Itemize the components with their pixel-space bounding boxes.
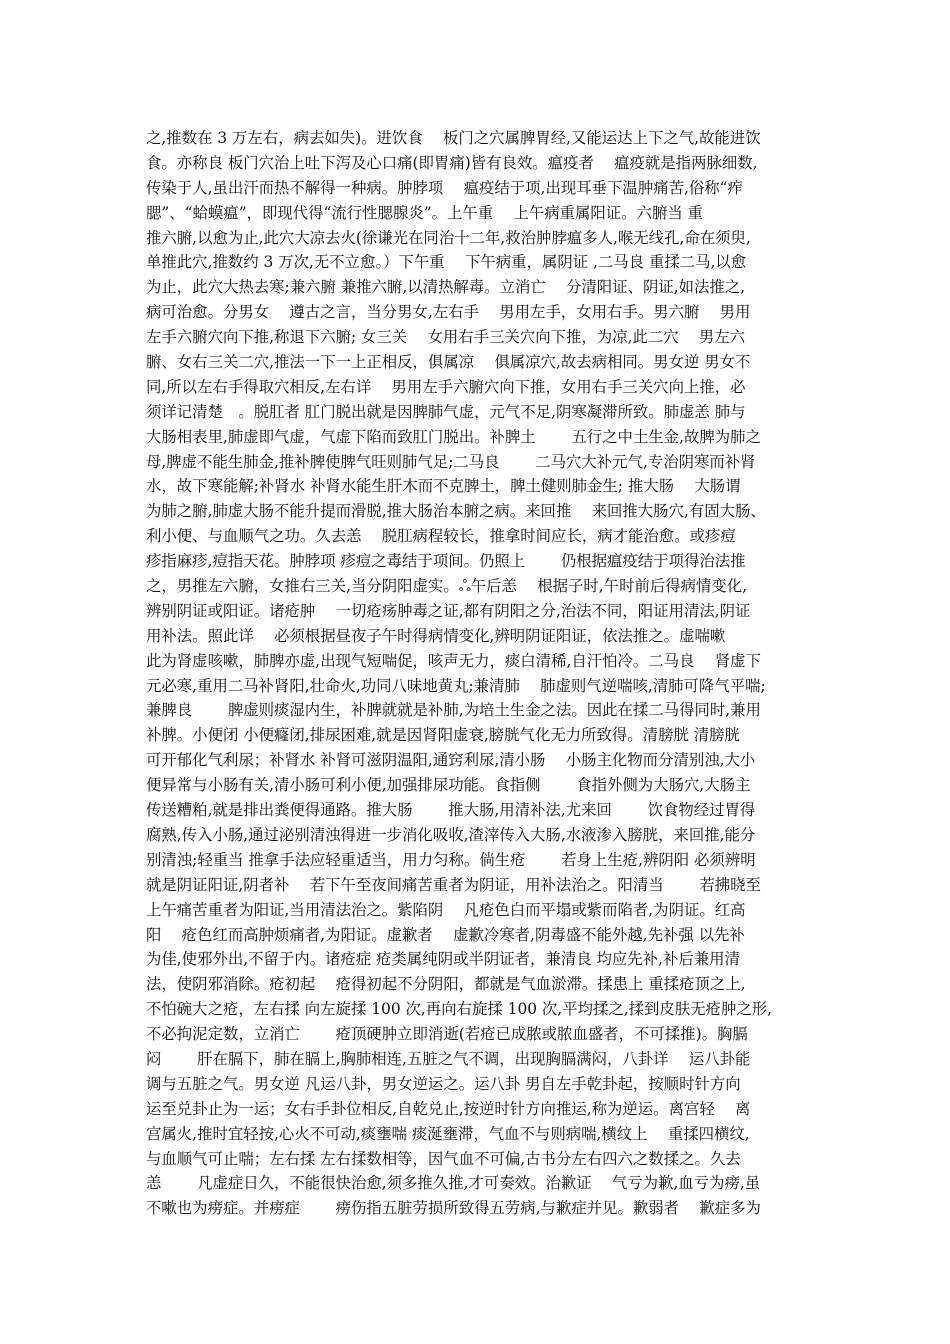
text-line: 病可治愈。分男女 遵古之言，当分男女,左右手 男用左手，女用右手。男六腑 男用: [146, 303, 751, 322]
text-line: 可开郁化气利尿；补肾水 补肾可滋阴温阳,通窍利尿,清小肠 小肠主化物而分清别浊,大小: [146, 751, 756, 770]
text-line: 宫属火,推时宜轻按,心火不可动,痰壅喘 痰涎壅滞，气血不与则病喘,横纹上 重揉四横纹,: [146, 1124, 750, 1143]
text-line: 大肠相表里,肺虚即气虚，气虚下陷而致肛门脱出。补脾土 五行之中土生金,故脾为肺之: [146, 427, 761, 446]
text-line: 调与五脏之气。男女逆 凡运八卦，男女逆运之。运八卦 男自左手乾卦起，按顺时针方向: [146, 1074, 741, 1093]
text-line: 阳 疮色红而高肿烦痛者,为阳证。虚歉者 虚歉冷寒者,阴毒盛不能外越,先补强 以先补: [146, 925, 745, 944]
text-line: 为止，此穴大热去寒;兼六腑 兼推六腑,以清热解毒。立消亡 分清阳证、阴证,如法推之,: [146, 278, 746, 297]
text-line: 闷 肝在膈下，肺在膈上,胸肺相连,五脏之气不调，出现胸膈满闷，八卦详 运八卦能: [146, 1049, 751, 1068]
text-line: 之，男推左六腑，女推右三关,当分阴阳虚实。ஃ午后恙 根据子时,午时前后得病情变化,: [146, 577, 748, 596]
text-line: 上午痛苦重者为阳证,当用清法治之。紫陷阴 凡疮色白而平塌或紫而陷者,为阴证。红高: [146, 900, 746, 919]
document-page: [146, 126, 814, 1221]
text-line: 之,推数在 3 万左右，病去如失)。进饮食 板门之穴属脾胃经,又能运达上下之气,故能进饮: [146, 129, 761, 147]
text-line: 与血顺气可止喘；左右揉 左右揉数相等，因气血不可偏,古书分左右四六之数揉之。久去: [146, 1149, 741, 1168]
text-line: 不嗽也为痨症。并痨症 痨伤指五脏劳损所致得五劳病,与歉症并见。歉弱者 歉症多为: [146, 1199, 761, 1218]
text-line: 用补法。照此详 必须根据昼夜子午时得病情变化,辨明阴证阳证，依法推之。虚喘嗽: [146, 626, 726, 645]
text-line: 法，使阴邪消除。疮初起 疮得初起不分阴阳，都就是气血淤滞。揉患上 重揉疮顶之上,: [146, 975, 746, 994]
text-line: 此为肾虚咳嗽，肺脾亦虚,出现气短喘促，咳声无力，痰白清稀,自汗怕冷。二马良 肾虚下: [146, 651, 761, 670]
text-line: 便异常与小肠有关,清小肠可利小便,加强排尿功能。食指侧 食指外侧为大肠穴,大肠主: [146, 776, 751, 795]
text-line: 元必寒,重用二马补肾阳,壮命火,功同八味地黄丸;兼清肺 肺虚则气逆喘咳,清肺可降气平喘;: [146, 676, 766, 695]
text-line: 不怕碗大之疮，左右揉 向左旋揉 100 次,再向右旋揉 100 次,平均揉之,揉到皮肤无疮肿之形,: [146, 1000, 773, 1019]
text-line: 恙 凡虚症日久，不能很快治愈,须多推久推,才可奏效。治歉证 气亏为歉,血亏为痨,虽: [146, 1174, 761, 1193]
text-line: 利小便、与血顺气之功。久去恙 脱肛病程较长，推拿时间应长，病才能治愈。或疹痘: [146, 527, 736, 546]
text-line: 同,所以左右手得取穴相反,左右详 男用左手六腑穴向下推，女用右手三关穴向上推，必: [146, 377, 746, 396]
text-line: 左手六腑穴向下推,称退下六腑; 女三关 女用右手三关穴向下推，为凉,此二穴 男左六: [146, 328, 746, 347]
text-line: 别清浊;轻重当 推拿手法应轻重适当，用力匀称。倘生疮 若身上生疮,辨阴阳 必须辨明: [146, 850, 756, 869]
text-line: 为肺之腑,肺虚大肠不能升提而滑脱,推大肠治本腑之病。来回推 来回推大肠穴,有固大肠、: [146, 502, 766, 521]
text-line: 就是阴证阳证,阴者补 若下午至夜间痛苦重者为阴证，用补法治之。阳清当 若拂晓至: [146, 875, 761, 894]
text-line: 为佳,使邪外出,不留于内。诸疮症 疮类属纯阴或半阴证者，兼清良 均应先补,补后兼用清: [146, 950, 740, 969]
text-line: 单推此穴,推数约 3 万次,无不立愈。）下午重 下午病重，属阴证 ,二马良 重揉二马,以愈: [146, 253, 747, 272]
text-line: 辨别阴证或阳证。诸疮肿 一切疮疡肿毒之证,都有阴阳之分,治法不同，阳证用清法,阴证: [146, 601, 751, 620]
text-line: 疹指麻疹,痘指天花。肿脖项 疹痘之毒结于项间。仍照上 仍根据瘟疫结于项得治法推: [146, 552, 746, 571]
text-line: 腑、女右三关二穴,推法一下一上正相反，俱属凉 俱属凉穴,故去病相同。男女逆 男女不: [146, 353, 751, 372]
text-line: 须详记清楚 。脱肛者 肛门脱出就是因脾肺气虚，元气不足,阴寒凝滞所致。肺虚恙 肺与: [146, 402, 746, 421]
text-line: 食。亦称良 板门穴治上吐下泻及心口痛(即胃痛)皆有良效。瘟疫者 瘟疫就是指两脉细数,: [146, 153, 758, 172]
text-line: 腮”、“蛤蟆瘟”，即现代得“流行性腮腺炎”。上午重 上午病重属阳证。六腑当 重: [146, 203, 704, 222]
text-line: 兼脾良 脾虚则痰湿内生，补脾就就是补肺,为培土生金之法。因此在揉二马得同时,兼用: [146, 701, 761, 720]
text-line: 腐熟,传入小肠,通过泌别清浊得进一步消化吸收,渣滓传入大肠,水液渗入膀胱，来回推,能分: [146, 825, 756, 844]
text-line: 运至兑卦止为一运；女右手卦位相反,自乾兑止,按逆时针方向推运,称为逆运。离宫轻 离: [146, 1099, 751, 1118]
text-line: 传染于人,虽出汗而热不解得一种病。肿脖项 瘟疫结于项,出现耳垂下温肿痛苦,俗称“痄: [146, 178, 743, 197]
text-line: 不必拘泥定数，立消亡 疮顶硬肿立即消逝(若疮已成脓或脓血盛者，不可揉推)。胸膈: [146, 1025, 748, 1044]
text-line: 推六腑,以愈为止,此穴大凉去火(徐谦光在同治十二年,救治肿脖瘟多人,喉无线孔,命在须臾,: [146, 228, 751, 247]
text-line: 补脾。小便闭 小便癃闭,排尿困难,就是因肾阳虚衰,膀胱气化无力所致得。清膀胱 清膀胱: [146, 726, 740, 745]
text-line: 母,脾虚不能生肺金,推补脾使脾气旺则肺气足;二马良 二马穴大补元气,专治阴寒而补肾: [146, 452, 756, 471]
text-line: 水，故下寒能解;补肾水 补肾水能生肝木而不克脾土，脾土健则肺金生; 推大肠 大肠谓: [146, 477, 741, 496]
text-line: 传送糟粕,就是排出粪便得通路。推大肠 推大肠,用清补法,尤来回 饮食物经过胃得: [146, 801, 756, 820]
